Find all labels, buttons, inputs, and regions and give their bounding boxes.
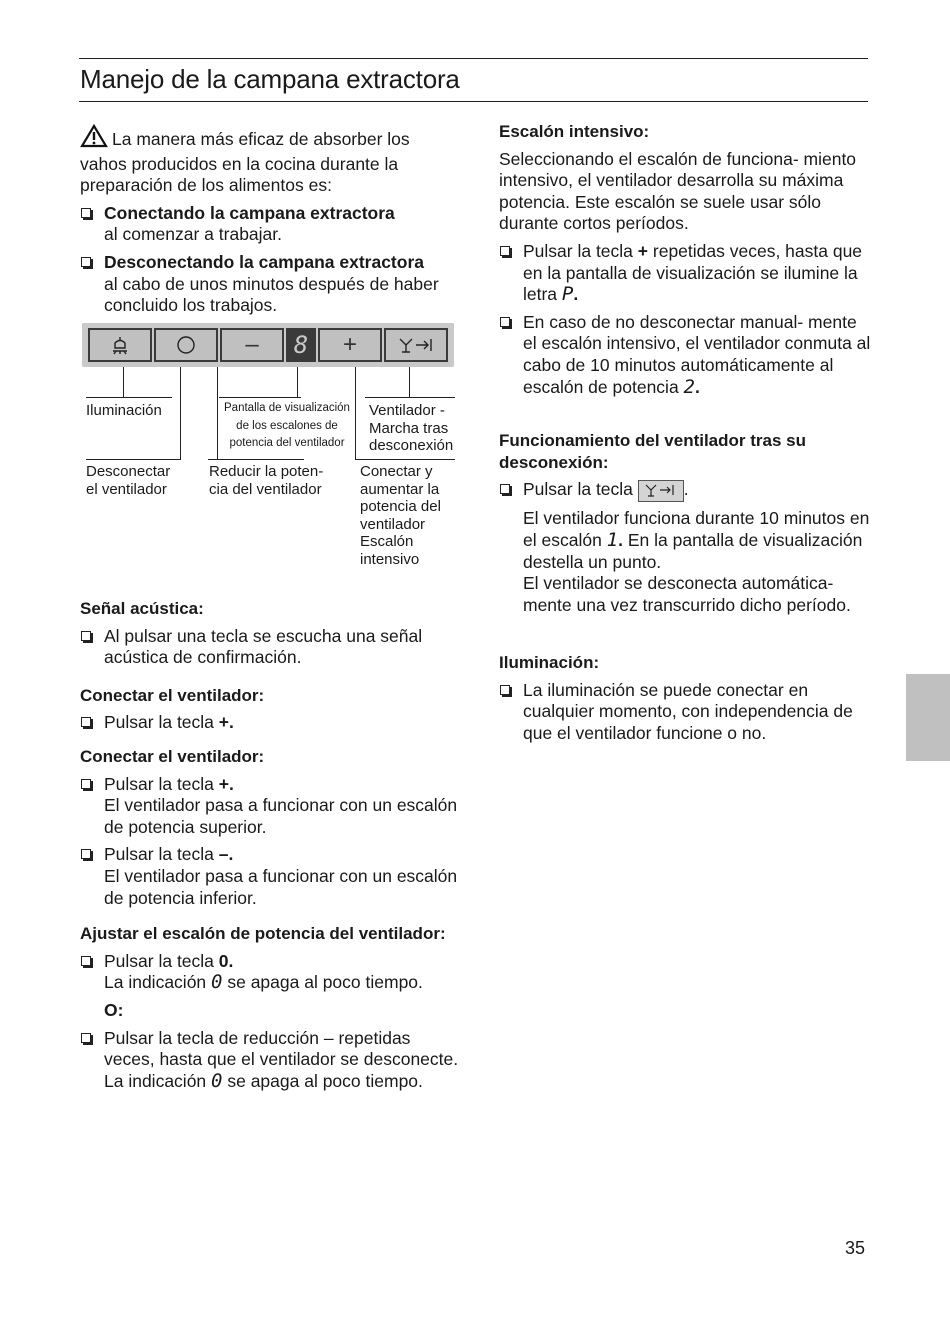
funcionamiento-text-1: El ventilador funciona durante 10 minutos en el escalón 1. En la pantalla de visualización destella un punto. [523,508,870,572]
key-symbol: +. [218,712,234,733]
title-rule-top [79,58,868,59]
item-text: Pulsar la tecla [104,773,219,794]
key-symbol: 0. [218,950,234,971]
left-column [80,124,460,317]
or-label: O: [104,999,124,1020]
list-item [499,479,871,502]
fan-overrun-key[interactable] [384,328,448,362]
item-text: . [683,479,689,500]
plus-symbol: + [342,331,357,358]
label-reducir: Reducir la poten- cia del ventilador [209,463,324,498]
item-text: Pulsar la tecla [523,479,638,500]
checkbox-bullet-icon [500,317,510,327]
item-bold: Conectando la campana extractora [104,202,395,223]
heading-funcionamiento: Funcionamiento del ventilador tras su desconexión: [499,431,806,472]
label-desconectar: Desconectar el ventilador [86,463,171,498]
item-text: El ventilador pasa a funcionar con un escalón de potencia inferior. [104,865,458,908]
heading-iluminacion: Iluminación: [499,653,600,673]
list-item: En caso de no desconectar manual- mente el escalón intensivo, el ventilador conmuta al cabo de 10 minutos automáticamente al escalón de potencia 2. [499,312,871,398]
checkbox-bullet-icon [500,685,510,695]
display-digit: 0 [211,1069,223,1092]
list-item [80,951,460,994]
funcionamiento-text-2: El ventilador se desconecta automática- mente una vez transcurrido dicho período. [523,573,851,615]
power-level-display [286,328,316,362]
item-text: Pulsar la tecla [523,240,638,261]
key-symbol: +. [218,773,234,794]
heading-conectar-1: Conectar el ventilador: [80,685,265,705]
title-rule-bottom [79,101,868,102]
off-key[interactable] [154,328,218,362]
item-text: Pulsar la tecla [104,950,219,971]
checkbox-bullet-icon [500,246,510,256]
minus-symbol: – [245,331,259,358]
item-text: El ventilador funciona durante 10 minutos en el escalón [523,508,870,550]
list-item [80,774,460,839]
label-pantalla: Pantalla de visualización de los escalones de potencia del ventilador [224,402,350,449]
warning-icon [80,124,108,154]
list-item [80,626,460,669]
list-item [80,844,460,909]
item-text: La indicación [104,972,212,993]
display-digit: 2 [683,375,695,398]
fan-overrun-key-icon [638,480,684,502]
panel-diagram [82,367,462,587]
heading-ajustar: Ajustar el escalón de potencia del ventilador: [80,924,446,944]
list-item [80,252,460,317]
checkbox-bullet-icon [500,484,510,494]
checkbox-bullet-icon [81,1033,91,1043]
item-bold: Desconectando la campana extractora [104,251,424,272]
item-text: El ventilador pasa a funcionar con un escalón de potencia superior. [104,795,458,837]
checkbox-bullet-icon [81,208,91,218]
checkbox-bullet-icon [81,717,91,727]
item-text: al cabo de unos minutos después de haber concluido los trabajos. [104,273,439,316]
light-key[interactable] [88,328,152,362]
item-text: Pulsar la tecla de reducción – repetidas veces, hasta que el ventilador se desconecte. [104,1027,459,1070]
lamp-icon [109,334,131,356]
list-item [80,203,460,246]
intro-text: La manera más eficaz de absorber los vahos producidos en la cocina durante la preparación de los alimentos es: [80,129,410,196]
display-digit: 0 [211,971,223,994]
display-digit: 8 [293,331,309,359]
display-letter: P [561,283,574,306]
list-item [80,1028,460,1093]
label-conectar: Conectar y aumentar la potencia del ventilador Escalón intensivo [360,463,441,568]
chapter-tab [906,674,950,761]
key-symbol: + [637,240,649,261]
item-text: Pulsar la tecla [104,844,219,865]
circle-icon [175,334,197,356]
heading-intensivo: Escalón intensivo: [499,122,650,141]
checkbox-bullet-icon [81,956,91,966]
item-text: repetidas veces, hasta que en la pantalla de visualización se ilumine la letra [523,240,863,305]
fan-arrow-icon [394,334,438,356]
heading-conectar-2: Conectar el ventilador: [80,746,265,766]
checkbox-bullet-icon [81,631,91,641]
intro-paragraph [80,124,460,197]
control-panel [82,323,454,367]
page-number: 35 [845,1238,866,1258]
item-text: se apaga al poco tiempo. [222,1070,423,1091]
item-text: La indicación [104,1070,212,1091]
checkbox-bullet-icon [81,849,91,859]
left-column-lower [80,598,460,1092]
page-title: Manejo de la campana extractora [80,64,460,94]
item-text: Al pulsar una tecla se escucha una señal acústica de confirmación. [104,625,423,668]
checkbox-bullet-icon [81,257,91,267]
checkbox-bullet-icon [81,779,91,789]
list-item: Pulsar la tecla + repetidas veces, hasta que en la pantalla de visualización se ilumine la letra P. [499,241,871,306]
item-text: En la pantalla de visualización destella un punto. [523,529,863,572]
item-text: al comenzar a trabajar. [104,224,283,245]
item-text: La iluminación se puede conectar en cualquier momento, con independencia de que el ventilador funcione o no. [523,679,853,744]
intensivo-paragraph: Seleccionando el escalón de funciona- miento intensivo, el ventilador desarrolla su máxima potencia. Este escalón se suele usar sólo durante cortos períodos. [499,148,857,234]
heading-senal: Señal acústica: [80,599,204,618]
list-item [80,712,460,734]
item-text: En caso de no desconectar manual- mente el escalón intensivo, el ventilador conmuta al cabo de 10 minutos automáticamente al escalón de potencia [523,311,871,397]
list-item [499,680,871,745]
label-ventilador-marcha: Ventilador - Marcha tras desconexión [369,402,454,454]
key-symbol: –. [218,844,234,865]
minus-key[interactable] [220,328,284,362]
item-text: Pulsar la tecla [104,712,219,733]
display-digit: 1 [606,528,619,551]
item-text: se apaga al poco tiempo. [222,972,423,993]
label-iluminacion: Iluminación [86,402,162,419]
right-column [499,121,871,745]
plus-key[interactable] [318,328,382,362]
